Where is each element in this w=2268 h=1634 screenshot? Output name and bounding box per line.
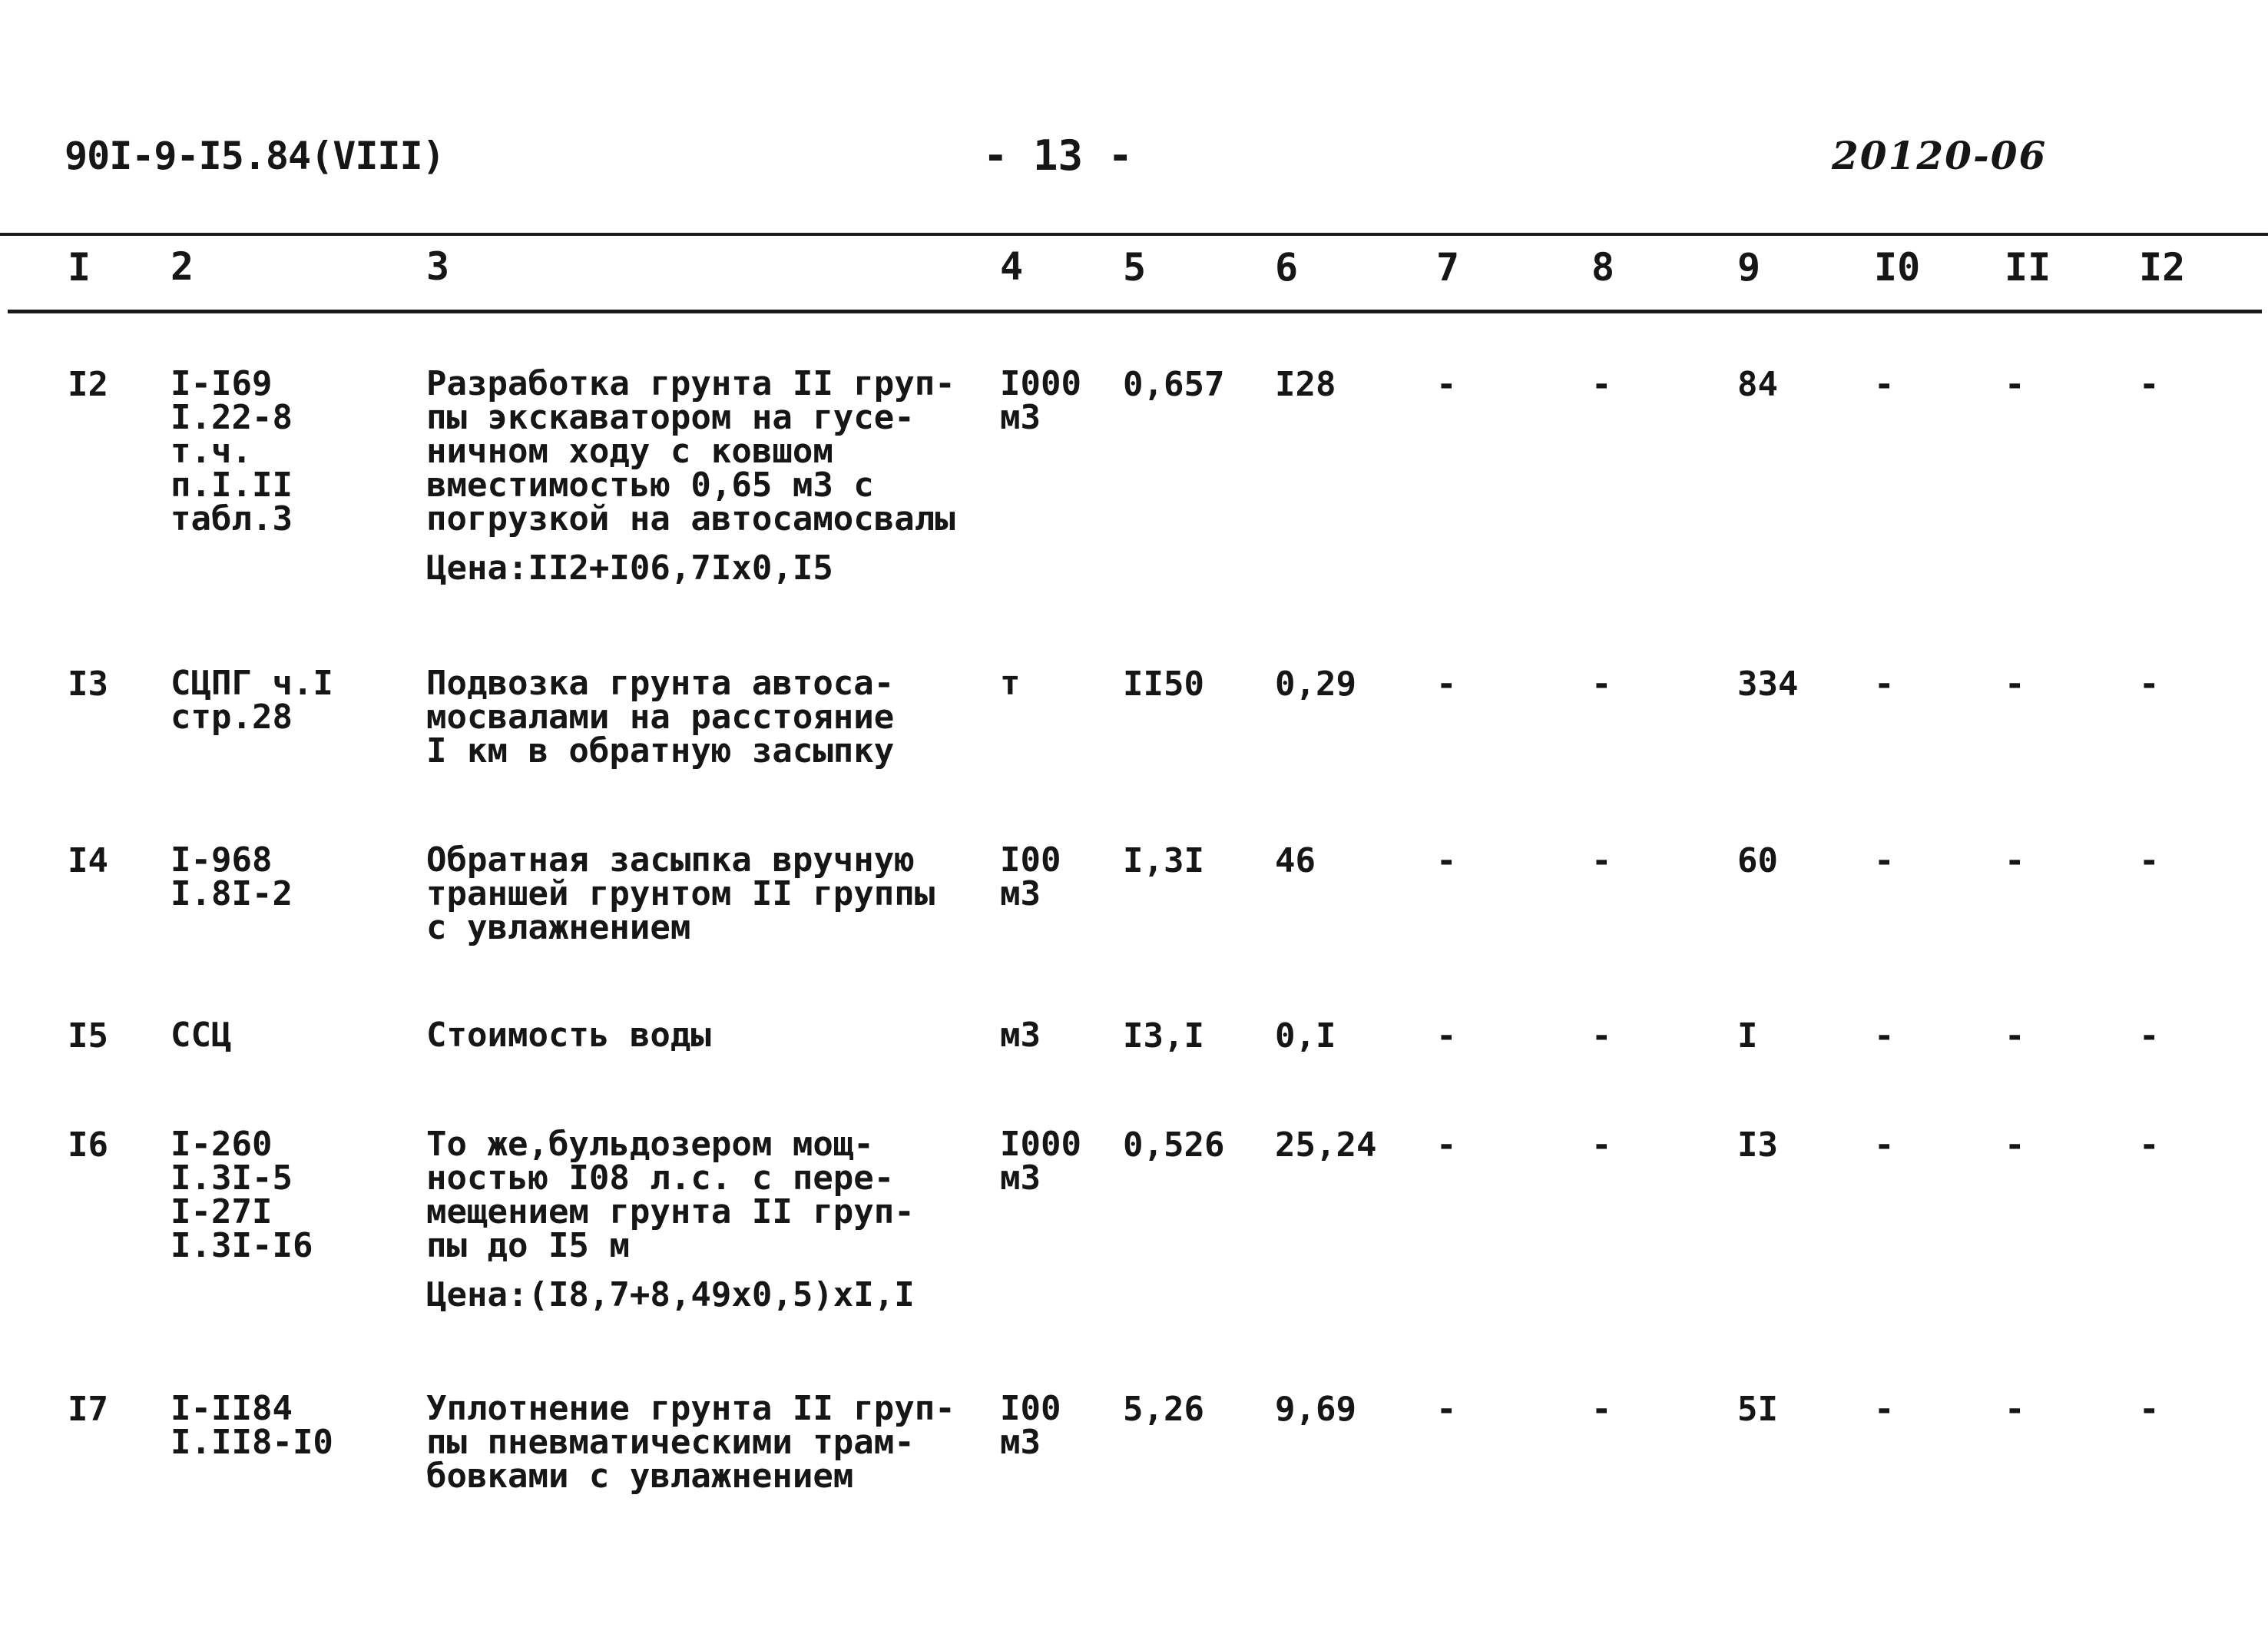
row-description: Стоимость воды [426, 1016, 711, 1055]
row-col-9: 5I [1737, 1390, 1778, 1429]
row-col-11: - [2005, 365, 2025, 404]
row-code: I-II84 I.II8-I0 [171, 1389, 333, 1462]
row-col-8: - [1591, 1016, 1612, 1056]
row-col-10: - [1874, 1125, 1895, 1165]
row-code: I-I69 I.22-8 т.ч. п.I.II табл.3 [171, 364, 293, 539]
column-header-12: I2 [2139, 245, 2186, 290]
row-description: Разработка грунта II груп- пы экскаватором на гусе- ничном ходу с ковшом вместимостью 0,65 м3 с погрузкой на автосамосвалы Цена:II2+I06,7Ix0,I5 [426, 364, 955, 588]
row-col-9: I3 [1737, 1125, 1778, 1165]
row-col-8: - [1591, 1390, 1612, 1429]
column-header-2: 2 [171, 244, 194, 289]
row-col-12: - [2139, 1125, 2160, 1165]
column-header-8: 8 [1591, 245, 1615, 290]
row-code: СЦПГ ч.I стр.28 [171, 664, 333, 737]
row-col-11: - [2005, 1016, 2025, 1056]
row-col-8: - [1591, 1125, 1612, 1165]
row-col-9: I [1737, 1016, 1758, 1056]
table-top-rule [0, 233, 2268, 236]
row-price: Цена:II2+I06,7Ix0,I5 [426, 549, 833, 588]
column-header-7: 7 [1436, 245, 1460, 290]
row-col-5: II50 [1123, 665, 1204, 704]
row-col-12: - [2139, 1016, 2160, 1056]
column-header-3: 3 [426, 244, 450, 289]
row-col-7: - [1436, 1016, 1457, 1056]
row-col-12: - [2139, 365, 2160, 404]
row-col-7: - [1436, 841, 1457, 880]
row-unit: I000 м3 [1000, 1125, 1081, 1198]
row-col-12: - [2139, 665, 2160, 704]
row-col-10: - [1874, 1390, 1895, 1429]
row-unit: м3 [1000, 1016, 1041, 1055]
row-unit: I000 м3 [1000, 364, 1081, 437]
row-col-5: I,3I [1123, 841, 1204, 880]
row-col-8: - [1591, 665, 1612, 704]
row-col-12: - [2139, 841, 2160, 880]
row-col-7: - [1436, 665, 1457, 704]
row-code: I-260 I.3I-5 I-27I I.3I-I6 [171, 1125, 313, 1265]
row-col-11: - [2005, 1390, 2025, 1429]
row-number: I6 [68, 1125, 108, 1165]
row-col-10: - [1874, 365, 1895, 404]
row-col-10: - [1874, 665, 1895, 704]
row-col-5: 0,526 [1123, 1125, 1225, 1165]
row-col-7: - [1436, 1390, 1457, 1429]
row-col-9: 60 [1737, 841, 1778, 880]
row-col-5: 0,657 [1123, 365, 1225, 404]
row-col-7: - [1436, 1125, 1457, 1165]
row-col-11: - [2005, 1125, 2025, 1165]
row-col-11: - [2005, 665, 2025, 704]
column-header-4: 4 [1000, 244, 1024, 289]
document-code: 90I-9-I5.84(VIII) [65, 134, 445, 178]
row-col-11: - [2005, 841, 2025, 880]
row-number: I5 [68, 1016, 108, 1056]
row-col-9: 334 [1737, 665, 1799, 704]
row-col-6: 46 [1275, 841, 1316, 880]
row-unit: т [1000, 664, 1021, 703]
table-header-rule [8, 310, 2262, 313]
sheet-code: 20120-06 [1832, 133, 2048, 178]
row-col-7: - [1436, 365, 1457, 404]
row-col-5: 5,26 [1123, 1390, 1204, 1429]
row-number: I3 [68, 665, 108, 704]
row-description: Обратная засыпка вручную траншей грунтом II группы с увлажнением [426, 840, 935, 947]
row-number: I4 [68, 841, 108, 880]
row-price: Цена:(I8,7+8,49x0,5)xI,I [426, 1275, 915, 1314]
column-header-9: 9 [1737, 245, 1761, 290]
column-header-6: 6 [1275, 245, 1299, 290]
column-header-10: I0 [1874, 245, 1921, 290]
row-unit: I00 м3 [1000, 1389, 1061, 1462]
row-number: I2 [68, 365, 108, 404]
row-description: Подвозка грунта автоса- мосвалами на расстояние I км в обратную засыпку [426, 664, 895, 771]
row-col-9: 84 [1737, 365, 1778, 404]
column-header-1: I [68, 245, 91, 290]
row-col-6: 25,24 [1275, 1125, 1377, 1165]
row-col-10: - [1874, 1016, 1895, 1056]
row-col-12: - [2139, 1390, 2160, 1429]
row-col-5: I3,I [1123, 1016, 1204, 1056]
row-col-6: 9,69 [1275, 1390, 1356, 1429]
row-col-6: 0,I [1275, 1016, 1336, 1056]
row-number: I7 [68, 1390, 108, 1429]
row-description: То же,бульдозером мощ- ностью I08 л.с. с пере- мещением грунта II груп- пы до I5 м Цена:(I8,7+8,49x0,5)xI,I [426, 1125, 915, 1314]
row-col-8: - [1591, 365, 1612, 404]
row-description: Уплотнение грунта II груп- пы пневматическими трам- бовками с увлажнением [426, 1389, 955, 1496]
row-unit: I00 м3 [1000, 840, 1061, 913]
row-col-8: - [1591, 841, 1612, 880]
column-header-11: II [2005, 245, 2051, 290]
column-header-5: 5 [1123, 245, 1147, 290]
row-col-10: - [1874, 841, 1895, 880]
page-number: - 13 - [983, 131, 1134, 180]
row-code: ССЦ [171, 1016, 232, 1055]
row-col-6: I28 [1275, 365, 1336, 404]
row-col-6: 0,29 [1275, 665, 1356, 704]
row-code: I-968 I.8I-2 [171, 840, 293, 913]
